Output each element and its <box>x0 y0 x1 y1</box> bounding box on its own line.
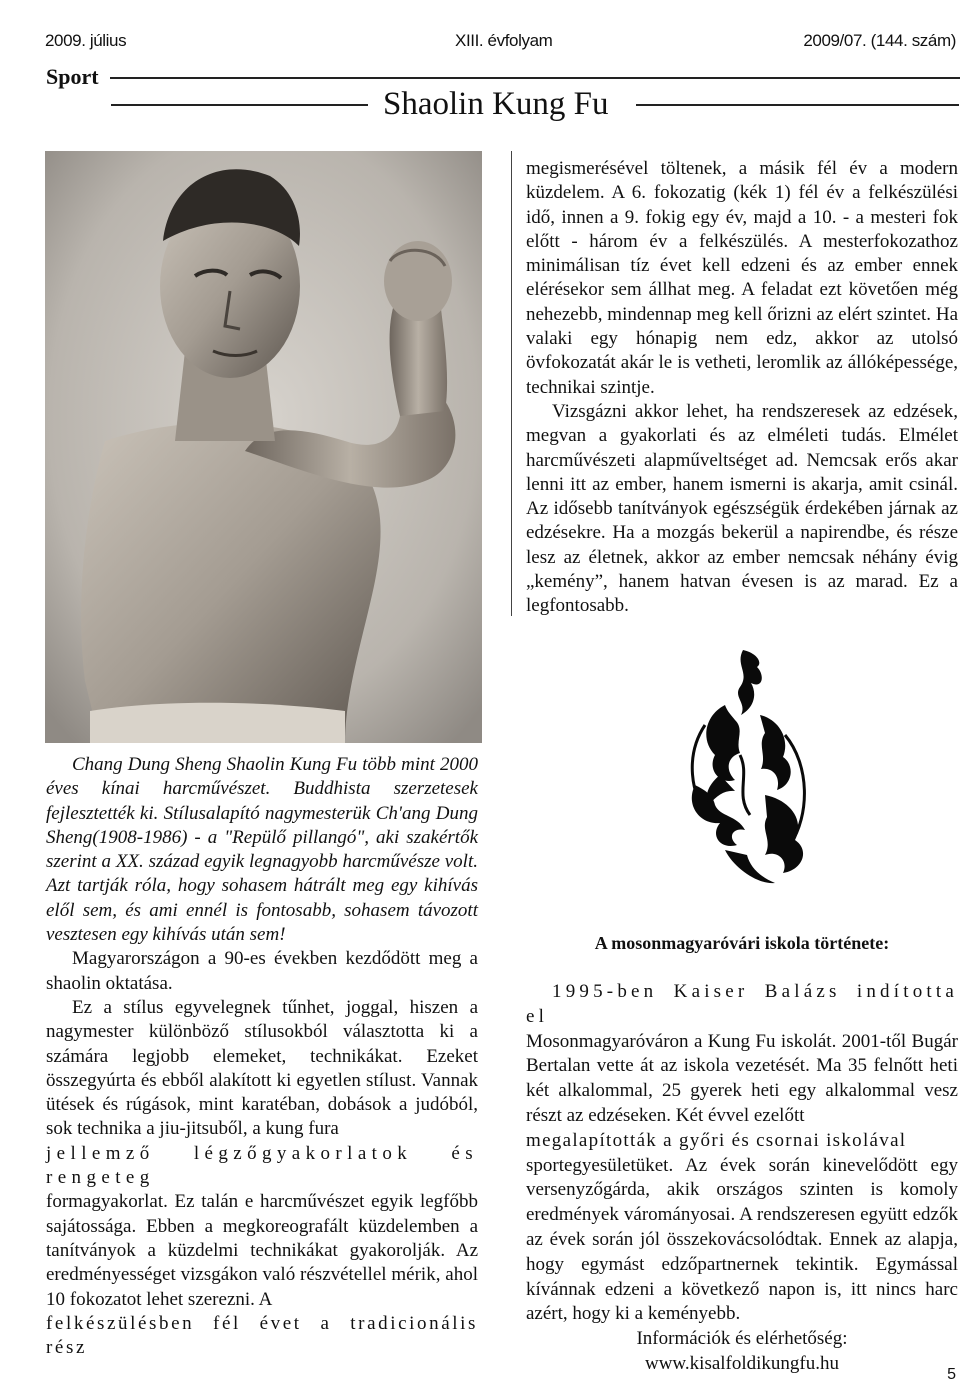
header-date: 2009. július <box>45 31 127 50</box>
paragraph: megismerésével töltenek, a másik fél év a modern küzdelem. A 6. fokozatig (kék 1) fél év a felkészülési idő, innen a 9. fokig egy év, majd a 10. - a mesteri fok előtt - három év a felkészülés. A mesterfokozathoz minimálisan tíz évet kell edzeni és az ember ennek elérésekor sem állhat meg. A feladat ezt követően még nehezebb, mindennap meg kell őrizni az elért szintet. Ha valaki egy hónapig nem edz, akkor az utolsó övfokozatát akár le is vetheti, leromlik az állóképessége, technikai szintje. <box>526 158 958 398</box>
website-link[interactable]: www.kisalfoldikungfu.hu <box>644 1352 840 1374</box>
paragraph: Ez a stílus egyvelegnek tűnhet, joggal, hiszen a nagymester különböző stílusokból választotta ki a számára legjobb elemeket, technikákat. Ezeket összegyúrta és ebből alakított ki egyetlen stílust. Vannak ütések és rúgások, mint karatéban, dobások a judóból, sok technika a jiu-jitsuből, a kung fura <box>46 996 478 1140</box>
paragraph: Magyarországon a 90-es években kezdődött meg a shaolin oktatása. <box>46 948 478 994</box>
paragraph: Mosonmagyaróváron a Kung Fu iskolát. 2001-től Bugár Bertalan vette át az iskola vezetését. Ma 35 felnőtt heti két alkalommal, 25 gyerek heti egy alkalommal vesz részt az edzéseken. Két évvel ezelőtt <box>526 1030 958 1126</box>
column-divider <box>511 151 512 616</box>
paragraph-line: 1995-ben Kaiser Balázs indította el <box>526 981 958 1027</box>
paragraph-line: megalapították a győri és csornai iskolával <box>526 1129 907 1151</box>
title-rule-left <box>111 104 368 106</box>
paragraph-line: felkészülésben fél évet a tradicionális rész <box>46 1312 478 1359</box>
portrait-photo <box>45 151 482 743</box>
intro-italic: Chang Dung Sheng Shaolin Kung Fu több mint 2000 éves kínai harcművészet. Buddhista szerzetesek fejlesztették ki. Stílusalapító nagymesterük Ch'ang Dung Sheng(1908-1986) - a "Repülő pillangó", aki szakértők szerint a XX. század egyik legnagyobb harcművésze volt. Azt tartják róla, hogy sohasem hátrált meg egy kihívás elől sem, és ami ennél is fontosabb, sohasem távozott vesztesen egy kihívás után sem! <box>46 754 478 946</box>
paragraph-line: jellemző légzőgyakorlatok és rengeteg <box>46 1142 478 1189</box>
right-column-top <box>526 157 958 619</box>
paragraph: Vizsgázni akkor lehet, ha rendszeresek az edzések, megvan a gyakorlati és az elméleti tudás. Elmélet harcművészeti alapműveltséget ad. Nemcsak erős akar lenni itt az ember, hanem ismerni is akarja, amit csinál. Az idősebb tanítványok egészségük érdekében járnak az edzésekre. Ha a mozgás bekerül a napirendbe, és része lesz az életnek, akkor az ember nemcsak néhány évig „kemény”, hanem hatvan évesen is az marad. Ez a legfontosabb. <box>526 400 958 617</box>
info-label: Információk és elérhetőség: <box>636 1328 848 1350</box>
section-rule <box>110 77 960 79</box>
subheading: A mosonmagyaróvári iskola története: <box>594 933 890 953</box>
page-number: 5 <box>947 1366 956 1383</box>
header-issue: 2009/07. (144. szám) <box>803 31 956 50</box>
paragraph: formagyakorlat. Ez talán e harcművészet egyik legfőbb sajátossága. Ebben a megkoreografált küzdelemben a tanítványok a küzdelmi technikákat gyakorolják. Az eredményességet vizsgákon való részvétellel mérik, ahol 10 fokozatot lehet szerezni. A <box>46 1191 478 1310</box>
paragraph: sportegyesületüket. Az évek során kinevelődött egy versenyzőgárda, akik országos szinten is komoly eredmények várományosai. A rendszeresen együtt edzők az évek során jól összekovácsolódtak. Ennek az alapja, hogy egymást edzőpartnernek tekintik. Egymással kívánnak edzeni a következő napon is, itt nincs harc azért, hogy ki a keményebb. <box>526 1154 958 1325</box>
right-column-bottom <box>526 980 958 1377</box>
title-rule-right <box>636 104 959 106</box>
article-title: Shaolin Kung Fu <box>383 86 609 122</box>
header-volume: XIII. évfolyam <box>455 31 553 50</box>
section-label: Sport <box>46 64 99 89</box>
left-column-bottom <box>46 753 478 1360</box>
dragon-tiger-illustration <box>665 645 825 890</box>
